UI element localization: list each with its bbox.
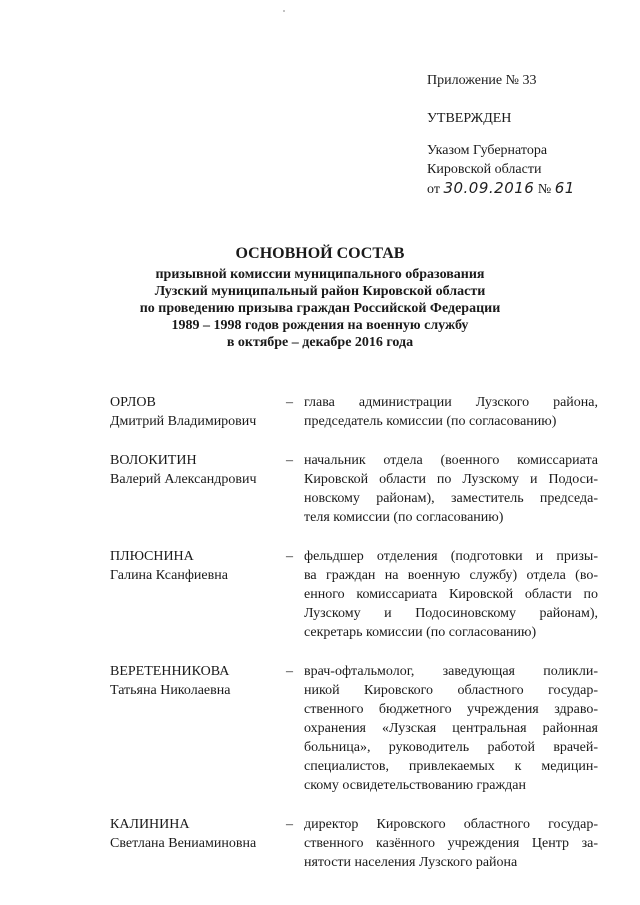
member-role [304,393,598,431]
approval-block [427,71,627,199]
member-name-block [110,393,286,431]
member-given-names: Валерий Александрович [110,472,257,487]
members-list [110,393,598,892]
role-line: скому освидетельствованию граждан [304,778,526,793]
member-dash: – [286,817,293,832]
role-line: врач-офтальмолог, заведующая поликли- [304,664,598,679]
handwritten-date: 30.09.2016 [443,179,535,197]
role-line: Лузскому и Подосиновскому районам), [304,606,598,621]
decree-line-2: Кировской области [427,162,542,177]
role-line: больница», руководитель работой врачей- [304,740,598,755]
member-entry [110,662,598,795]
title-line-1: призывной комиссии муниципального образования [155,267,485,282]
member-dash: – [286,549,293,564]
member-role [304,451,598,527]
role-line: председатель комиссии (по согласованию) [304,414,557,429]
role-line: секретарь комиссии (по согласованию) [304,625,537,640]
member-entry [110,547,598,642]
member-surname: КАЛИНИНА [110,817,190,832]
role-line: фельдшер отделения (подготовки и призы- [304,549,598,564]
member-name-block [110,815,286,872]
title-line-2: Лузский муниципальный район Кировской области [154,284,486,299]
member-entry [110,815,598,872]
member-dash: – [286,395,293,410]
member-surname: ВОЛОКИТИН [110,453,197,468]
role-line: нятости населения Лузского района [304,855,518,870]
title-main: ОСНОВНОЙ СОСТАВ [235,245,405,262]
decree-date-line [427,179,627,199]
appendix-number: Приложение № 33 [427,73,537,88]
member-name-block [110,547,286,642]
role-line: начальник отдела (военного комиссариата [304,453,598,468]
title-line-4: 1989 – 1998 годов рождения на военную службу [171,318,469,333]
member-name-block [110,662,286,795]
title-line-3: по проведению призыва граждан Российской Федерации [139,301,501,316]
member-role [304,815,598,872]
member-given-names: Светлана Вениаминовна [110,836,257,851]
member-dash: – [286,453,293,468]
member-given-names: Дмитрий Владимирович [110,414,257,429]
scan-speck [283,10,285,12]
member-entry [110,451,598,527]
from-prefix: от [427,182,440,197]
member-surname: ПЛЮСНИНА [110,549,194,564]
document-title [120,244,520,351]
role-line: ственного бюджетного учреждения здраво- [304,702,598,717]
member-dash: – [286,664,293,679]
member-surname: ВЕРЕТЕННИКОВА [110,664,230,679]
handwritten-number: 61 [554,179,575,197]
role-line: теля комиссии (по согласованию) [304,510,504,525]
role-line: ва граждан на военную службу) отдела (во- [304,568,598,583]
role-line: Кировской области по Лузскому и Подоси- [304,472,598,487]
role-line: енного комиссариата Кировской области по [304,587,598,602]
number-prefix: № [537,182,552,197]
role-line: директор Кировского областного государ- [304,817,598,832]
decree-line-1: Указом Губернатора [427,143,548,158]
member-given-names: Татьяна Николаевна [110,683,231,698]
member-entry [110,393,598,431]
title-line-5: в октябре – декабре 2016 года [226,335,414,350]
role-line: охранения «Лузская центральная районная [304,721,598,736]
member-role [304,662,598,795]
role-line: ственного казённого учреждения Центр за- [304,836,598,851]
role-line: никой Кировского областного государ- [304,683,598,698]
approved-stamp-text: УТВЕРЖДЕН [427,111,512,126]
role-line: глава администрации Лузского района, [304,395,598,410]
member-surname: ОРЛОВ [110,395,156,410]
role-line: специалистов, привлекаемых к медицин- [304,759,598,774]
member-name-block [110,451,286,527]
role-line: новскому районам), заместитель председа- [304,491,598,506]
member-given-names: Галина Ксанфиевна [110,568,228,583]
member-role [304,547,598,642]
